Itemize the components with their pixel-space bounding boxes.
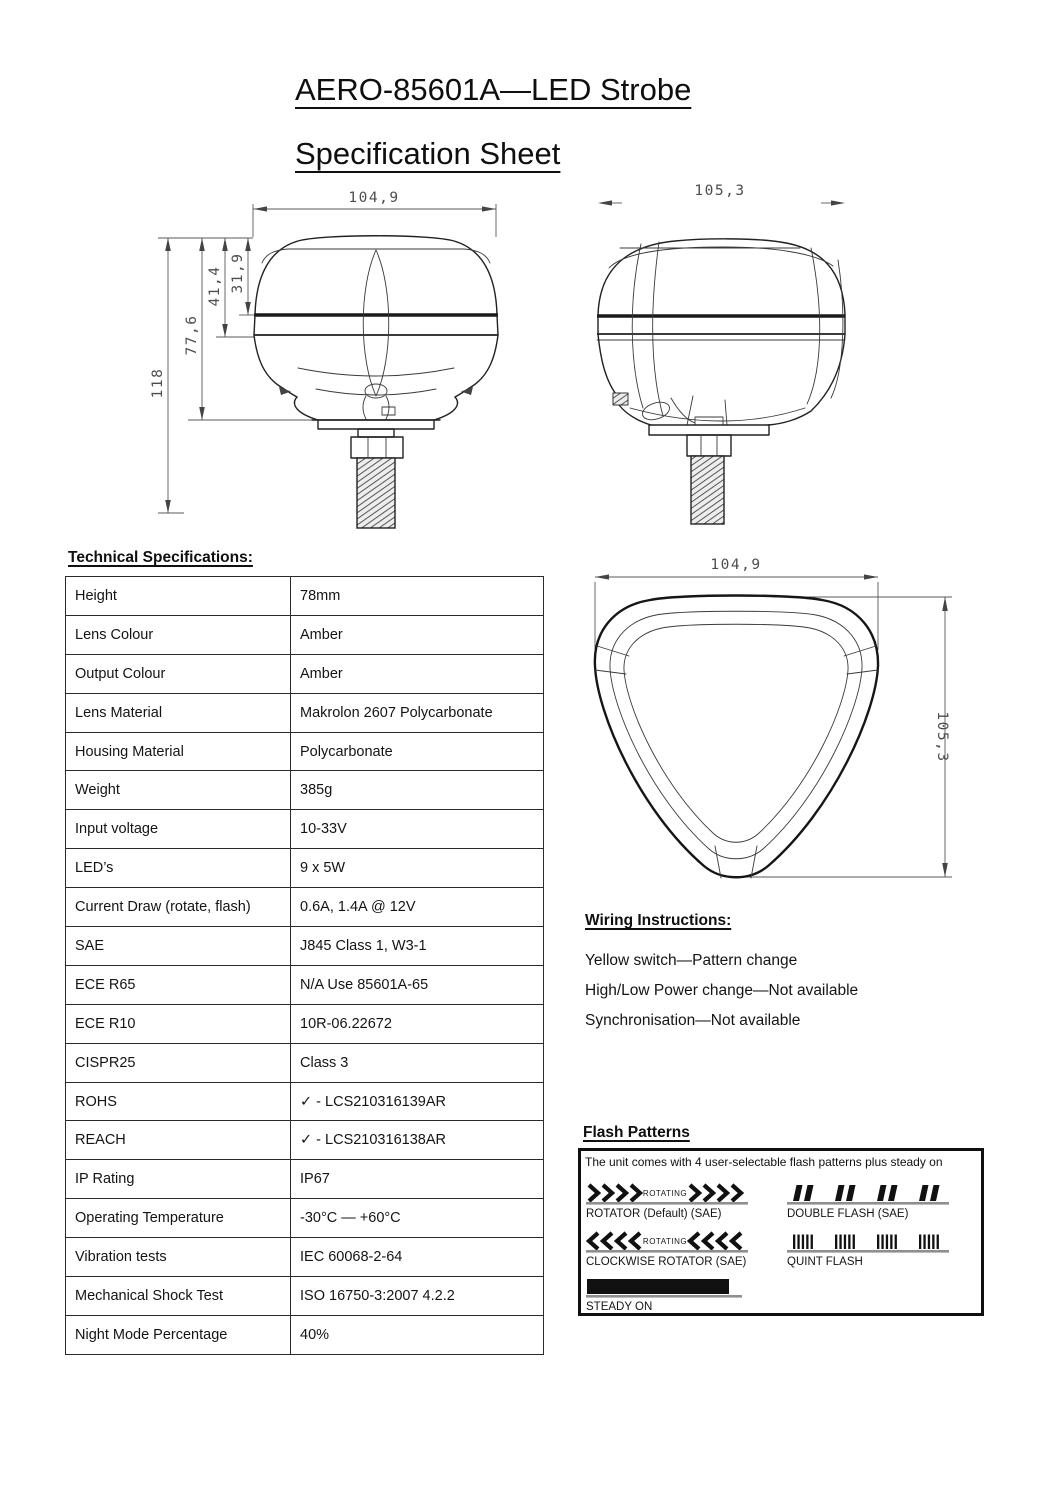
spec-value-cell: 9 x 5W <box>291 849 544 888</box>
pattern-clockwise-rotator <box>586 1230 748 1268</box>
spec-value-cell: 0.6A, 1.4A @ 12V <box>291 888 544 927</box>
spec-label-cell: Current Draw (rotate, flash) <box>66 888 291 927</box>
rotator-pattern-graphic <box>586 1182 748 1206</box>
spec-value-cell: IEC 60068-2-64 <box>291 1238 544 1277</box>
rotating-label: ROTATING <box>642 1237 688 1246</box>
spec-value-cell: 10R-06.22672 <box>291 1004 544 1043</box>
spec-label-cell: Output Colour <box>66 654 291 693</box>
double-flash-pattern-graphic <box>787 1182 949 1206</box>
specs-heading: Technical Specifications: <box>68 549 253 566</box>
spec-value-cell: -30°C — +60°C <box>291 1199 544 1238</box>
front-width-dim-text: 104,9 <box>348 190 400 206</box>
spec-row <box>66 965 544 1004</box>
document-title: AERO-85601A—LED Strobe <box>295 72 692 107</box>
top-view-drawing <box>588 548 968 898</box>
spec-row <box>66 693 544 732</box>
spec-value-cell: J845 Class 1, W3-1 <box>291 927 544 966</box>
side-width-dimension <box>598 183 845 206</box>
spec-row <box>66 577 544 616</box>
spec-row <box>66 1004 544 1043</box>
spec-label-cell: Lens Material <box>66 693 291 732</box>
wiring-heading: Wiring Instructions: <box>585 912 732 929</box>
side-view-drawing <box>575 168 870 536</box>
spec-label-cell: Vibration tests <box>66 1238 291 1277</box>
flash-patterns-box <box>578 1148 984 1316</box>
spec-row <box>66 1315 544 1354</box>
spec-value-cell: ISO 16750-3:2007 4.2.2 <box>291 1277 544 1316</box>
spec-row <box>66 732 544 771</box>
spec-value-cell: Polycarbonate <box>291 732 544 771</box>
spec-value-cell: Amber <box>291 615 544 654</box>
pattern-quint-flash <box>787 1230 949 1268</box>
flash-patterns-intro: The unit comes with 4 user-selectable flash patterns plus steady on <box>585 1155 943 1169</box>
spec-value-cell: 385g <box>291 771 544 810</box>
spec-label-cell: LED’s <box>66 849 291 888</box>
spec-value-cell: ✓ - LCS210316139AR <box>291 1082 544 1121</box>
spec-row <box>66 1160 544 1199</box>
front-beacon-body <box>254 236 498 528</box>
spec-label-cell: Housing Material <box>66 732 291 771</box>
spec-table-body <box>66 577 544 1355</box>
pattern-label: QUINT FLASH <box>787 1256 863 1268</box>
wiring-line: Synchronisation—Not available <box>585 1012 801 1029</box>
front-width-dimension <box>253 190 496 237</box>
spec-row <box>66 1121 544 1160</box>
wiring-lines <box>585 946 858 1036</box>
spec-row <box>66 1199 544 1238</box>
spec-value-cell: 78mm <box>291 577 544 616</box>
spec-label-cell: Weight <box>66 771 291 810</box>
pattern-label: ROTATOR (Default) (SAE) <box>586 1208 722 1220</box>
side-base-plate <box>649 425 769 435</box>
rotating-label: ROTATING <box>642 1189 688 1198</box>
spec-value-cell: Amber <box>291 654 544 693</box>
quint-flash-pattern-graphic <box>787 1230 949 1254</box>
side-width-dim-text: 105,3 <box>694 183 746 199</box>
front-total-height-text: 118 <box>150 367 166 399</box>
spec-row <box>66 927 544 966</box>
pattern-label: CLOCKWISE ROTATOR (SAE) <box>586 1256 747 1268</box>
spec-value-cell: Makrolon 2607 Polycarbonate <box>291 693 544 732</box>
spec-table <box>65 576 544 1355</box>
wiring-line: High/Low Power change—Not available <box>585 982 859 999</box>
pattern-rotator <box>586 1182 748 1220</box>
spec-label-cell: ROHS <box>66 1082 291 1121</box>
spec-row <box>66 1043 544 1082</box>
spec-label-cell: Operating Temperature <box>66 1199 291 1238</box>
quint-bars <box>793 1235 939 1250</box>
spec-value-cell: 10-33V <box>291 810 544 849</box>
side-threaded-stud <box>691 456 724 524</box>
front-threaded-stud <box>357 458 395 528</box>
spec-value-cell: ✓ - LCS210316138AR <box>291 1121 544 1160</box>
spec-label-cell: ECE R65 <box>66 965 291 1004</box>
pattern-steady-on <box>586 1277 748 1313</box>
spec-row <box>66 771 544 810</box>
side-hex-nut <box>687 435 731 456</box>
spec-label-cell: Height <box>66 577 291 616</box>
spec-value-cell: IP67 <box>291 1160 544 1199</box>
spec-label-cell: IP Rating <box>66 1160 291 1199</box>
spec-row <box>66 810 544 849</box>
wiring-line: Yellow switch—Pattern change <box>585 952 798 969</box>
pattern-double-flash <box>787 1182 949 1220</box>
spec-row <box>66 849 544 888</box>
clockwise-rotator-pattern-graphic <box>586 1230 748 1254</box>
top-width-dim-text: 104,9 <box>710 557 762 573</box>
spec-row <box>66 888 544 927</box>
flash-patterns-heading: Flash Patterns <box>583 1124 690 1141</box>
spec-value-cell: N/A Use 85601A-65 <box>291 965 544 1004</box>
spec-row <box>66 1082 544 1121</box>
spec-label-cell: CISPR25 <box>66 1043 291 1082</box>
side-beacon-body <box>597 239 845 524</box>
spec-label-cell: SAE <box>66 927 291 966</box>
document-subtitle: Specification Sheet <box>295 136 561 171</box>
spec-value-cell: Class 3 <box>291 1043 544 1082</box>
front-body-height-text: 77,6 <box>184 314 200 356</box>
front-lens-height-text: 41,4 <box>207 265 223 307</box>
front-dome-height-text: 31,9 <box>230 252 246 294</box>
top-depth-dim-text: 105,3 <box>934 711 950 763</box>
front-hex-nut <box>351 437 403 458</box>
spec-label-cell: Lens Colour <box>66 615 291 654</box>
spec-label-cell: Mechanical Shock Test <box>66 1277 291 1316</box>
spec-label-cell: REACH <box>66 1121 291 1160</box>
steady-on-pattern-graphic <box>586 1277 748 1299</box>
spec-row <box>66 654 544 693</box>
spec-value-cell: 40% <box>291 1315 544 1354</box>
spec-row <box>66 615 544 654</box>
spec-row <box>66 1277 544 1316</box>
pattern-label: DOUBLE FLASH (SAE) <box>787 1208 909 1220</box>
front-base-plate <box>318 420 434 429</box>
front-height-dimensions <box>150 238 320 513</box>
top-lens-outline <box>595 596 878 879</box>
pattern-label: STEADY ON <box>586 1301 653 1313</box>
spec-label-cell: Night Mode Percentage <box>66 1315 291 1354</box>
spec-label-cell: Input voltage <box>66 810 291 849</box>
spec-label-cell: ECE R10 <box>66 1004 291 1043</box>
front-view-drawing <box>130 183 530 538</box>
spec-row <box>66 1238 544 1277</box>
top-depth-dimension <box>743 597 952 877</box>
